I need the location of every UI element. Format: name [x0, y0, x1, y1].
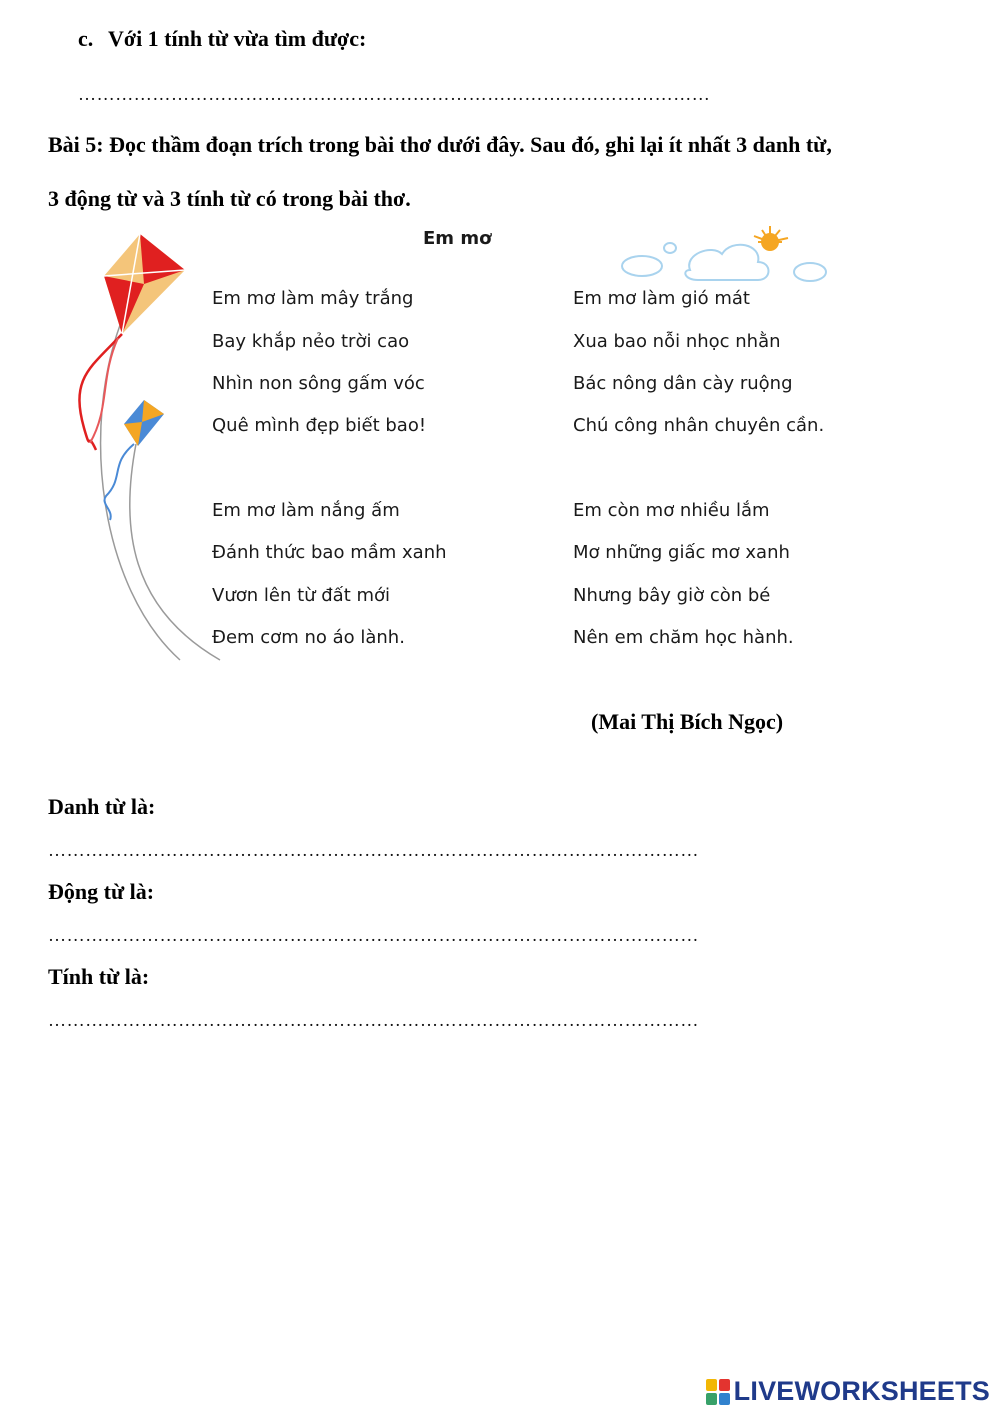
liveworksheets-logo	[706, 1376, 990, 1407]
poem-line: Quê mình đẹp biết bao!	[212, 415, 427, 436]
poem-line: Em mơ làm gió mát	[573, 288, 750, 309]
poem-line: Nên em chăm học hành.	[573, 627, 794, 648]
sun-clouds-illustration	[612, 218, 837, 293]
logo-text: LIVEWORKSHEETS	[733, 1376, 990, 1406]
verbs-label: Động từ là:	[48, 879, 155, 904]
adjectives-answer-line[interactable]: ……………………………………………………………………………………………	[48, 1010, 699, 1030]
section-c-text: Với 1 tính từ vừa tìm được:	[108, 26, 367, 51]
poem-line: Chú công nhân chuyên cần.	[573, 415, 825, 436]
poem-line: Em mơ làm nắng ấm	[212, 500, 400, 521]
section-c-answer-line[interactable]: …………………………………………………………………………………………	[78, 84, 711, 104]
kites-illustration	[60, 228, 230, 668]
poem-line: Bác nông dân cày ruộng	[573, 373, 793, 394]
verbs-answer-line[interactable]: ……………………………………………………………………………………………	[48, 925, 699, 945]
nouns-label: Danh từ là:	[48, 794, 156, 819]
poem-author: (Mai Thị Bích Ngọc)	[591, 709, 784, 734]
poem-line: Đánh thức bao mầm xanh	[212, 542, 447, 563]
liveworksheets-mark-icon	[706, 1379, 730, 1405]
poem-line: Bay khắp nẻo trời cao	[212, 331, 410, 352]
poem-line: Xua bao nỗi nhọc nhằn	[573, 331, 781, 352]
poem-line: Em còn mơ nhiều lắm	[573, 500, 770, 521]
poem-line: Mơ những giấc mơ xanh	[573, 542, 790, 563]
exercise-5-instruction-line-1: Bài 5: Đọc thầm đoạn trích trong bài thơ dưới đây. Sau đó, ghi lại ít nhất 3 danh từ,	[48, 132, 832, 157]
nouns-answer-line[interactable]: ……………………………………………………………………………………………	[48, 840, 699, 860]
section-c-label: c.	[78, 26, 94, 51]
poem-title: Em mơ	[423, 228, 492, 249]
exercise-5-instruction-line-2: 3 động từ và 3 tính từ có trong bài thơ.	[48, 186, 411, 211]
poem-line: Nhìn non sông gấm vóc	[212, 373, 425, 394]
poem-line: Vươn lên từ đất mới	[212, 585, 391, 606]
poem-line: Em mơ làm mây trắng	[212, 288, 414, 309]
poem-line: Đem cơm no áo lành.	[212, 627, 405, 648]
poem-line: Nhưng bây giờ còn bé	[573, 585, 771, 606]
adjectives-label: Tính từ là:	[48, 964, 150, 989]
